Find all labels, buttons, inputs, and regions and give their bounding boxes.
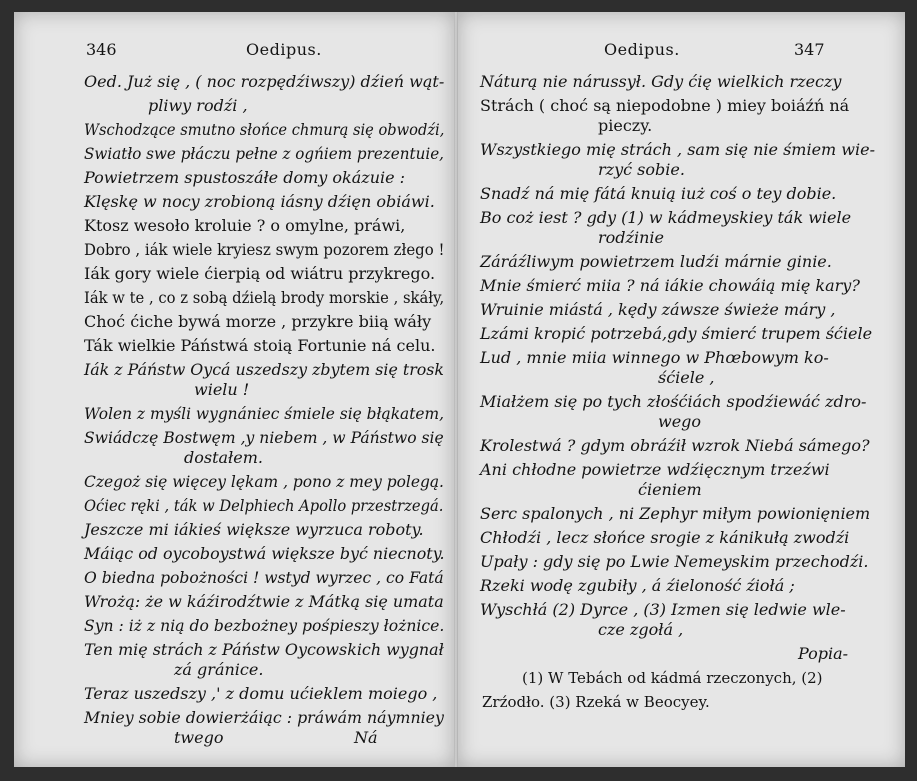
left-text-line-13: Iák z Páństw Oycá uszedszy zbytem się trosk xyxy=(84,360,444,379)
left-text-line-30: Ná xyxy=(354,728,378,747)
footnote-line-1: (1) W Tebách od kádmá rzeczonych, (2) xyxy=(522,669,823,687)
left-text-line-23: Wrożą: że w káźirodźtwie z Mátką się umata xyxy=(84,592,444,611)
left-text-line-5: Powietrzem spustoszáłe domy okázuie : xyxy=(84,168,406,187)
footnote-line-2: Zrźodło. (3) Rzeká w Beocyey. xyxy=(482,693,710,711)
right-text-line-15: Miałżem się po tych złośćiách spodźiewáć zdro- xyxy=(480,392,867,411)
left-text-line-17: dostałem. xyxy=(184,448,263,467)
right-text-line-10: Mnie śmierć miia ? ná iákie chowáią mię kary? xyxy=(480,276,860,295)
right-text-line-2: Strách ( choć są niepodobne ) miey boiáźń ná xyxy=(480,96,850,115)
right-text-line-21: Chłodźi , lecz słońce srogie z kánikułą zwodźi xyxy=(480,528,850,547)
left-text-line-16: Swiádczę Bostwęm ,y niebem , w Páństwo się xyxy=(84,428,444,447)
left-text-line-8: Dobro , iák wiele kryiesz swym pozorem złego ! xyxy=(84,240,445,259)
right-text-line-4: Wszystkiego mię strách , sam się nie śmiem wie- xyxy=(480,140,875,159)
right-text-line-5: rzyć sobie. xyxy=(598,160,685,179)
right-text-line-19: ćieniem xyxy=(638,480,702,499)
right-text-line-8: rodźinie xyxy=(598,228,664,247)
left-text-line-27: Teraz uszedszy ,' z domu ućieklem moiego , xyxy=(84,684,438,703)
running-header-left: Oedipus. xyxy=(246,40,322,59)
right-text-line-18: Ani chłodne powietrze wdźięcznym trzeźwi xyxy=(480,460,830,479)
right-text-line-25: cze zgołá , xyxy=(598,620,684,639)
right-text-line-14: śćiele , xyxy=(658,368,715,387)
right-text-line-12: Lzámi kropić potrzebá,gdy śmierć trupem śćiele xyxy=(480,324,873,343)
left-text-line-11: Choć ćiche bywá morze , przykre biią wáły xyxy=(84,312,432,331)
left-text-line-9: Iák gory wiele ćierpią od wiátru przykrego. xyxy=(84,264,436,283)
right-text-line-16: wego xyxy=(658,412,702,431)
page-number-right: 347 xyxy=(794,40,825,59)
left-text-line-14: wielu ! xyxy=(194,380,250,399)
right-text-line-7: Bo coż iest ? gdy (1) w kádmeyskiey ták wiele xyxy=(480,208,852,227)
left-page xyxy=(14,12,454,767)
left-text-line-25: Ten mię strách z Páństw Oycowskich wygnał xyxy=(84,640,444,659)
left-text-line-29: twego xyxy=(174,728,224,747)
page-number-left: 346 xyxy=(86,40,117,59)
left-text-line-6: Klęskę w nocy zrobioną iásny dźięn obiáwi. xyxy=(84,192,435,211)
left-text-line-2: pliwy rodźi , xyxy=(148,96,248,115)
right-text-line-11: Wruinie miástá , kędy záwsze świeże máry , xyxy=(480,300,836,319)
right-text-line-13: Lud , mnie miia winnego w Phœbowym ko- xyxy=(480,348,829,367)
left-text-line-22: O biedna pobożności ! wstyd wyrzec , co Fatá xyxy=(84,568,444,587)
left-text-line-4: Swiatło swe płáczu pełne z ogńiem prezentuie, xyxy=(84,144,444,163)
right-text-line-17: Krolestwá ? gdym obráźił wzrok Niebá sámego? xyxy=(480,436,870,455)
left-text-line-20: Jeszcze mi iákieś większe wyrzuca roboty. xyxy=(84,520,424,539)
left-text-line-7: Ktosz wesoło kroluie ? o omylne, práwi, xyxy=(84,216,406,235)
left-text-line-21: Máiąc od oycoboystwá większe być niecnoty. xyxy=(84,544,445,563)
left-text-line-19: Oćiec ręki , ták w Delphiech Apollo przestrzegá. xyxy=(84,496,444,515)
right-text-line-9: Záráźliwym powietrzem ludźi márnie ginie. xyxy=(480,252,832,271)
right-text-line-24: Wyschłá (2) Dyrce , (3) Izmen się ledwie wle- xyxy=(480,600,846,619)
right-text-line-6: Snadź ná mię fátá knuią iuż coś o tey dobie. xyxy=(480,184,837,203)
left-text-line-3: Wschodzące smutno słońce chmurą się obwodźi, xyxy=(84,120,445,139)
right-page xyxy=(458,12,905,767)
right-text-line-20: Serc spalonych , ni Zephyr miłym powionięniem xyxy=(480,504,871,523)
left-text-line-28: Mniey sobie dowierżáiąc : práwám náymniey xyxy=(84,708,444,727)
right-text-line-3: pieczy. xyxy=(598,116,653,135)
right-text-line-23: Rzeki wodę zgubiły , á źieloność źiołá ; xyxy=(480,576,795,595)
left-text-line-24: Syn : iż z nią do bezbożney pośpieszy łożnice. xyxy=(84,616,445,635)
left-text-line-15: Wolen z myśli wygnániec śmiele się błąkatem, xyxy=(84,404,445,423)
right-text-line-26: Popia- xyxy=(798,644,849,663)
left-text-line-18: Czegoż się więcey lękam , pono z mey polegą. xyxy=(84,472,444,491)
left-text-line-26: zá gránice. xyxy=(174,660,264,679)
right-text-line-22: Upały : gdy się po Lwie Nemeyskim przechodźi. xyxy=(480,552,869,571)
right-text-line-1: Náturą nie nárussył. Gdy ćię wielkich rzeczy xyxy=(480,72,842,91)
left-text-line-12: Ták wielkie Páństwá stoią Fortunie ná celu. xyxy=(84,336,436,355)
left-text-line-10: Iák w te , co z sobą dźielą brody morskie , skáły, xyxy=(84,288,445,307)
left-text-line-1: Oed. Już się , ( noc rozpędźiwszy) dźień wąt- xyxy=(84,72,445,91)
running-header-right: Oedipus. xyxy=(604,40,680,59)
